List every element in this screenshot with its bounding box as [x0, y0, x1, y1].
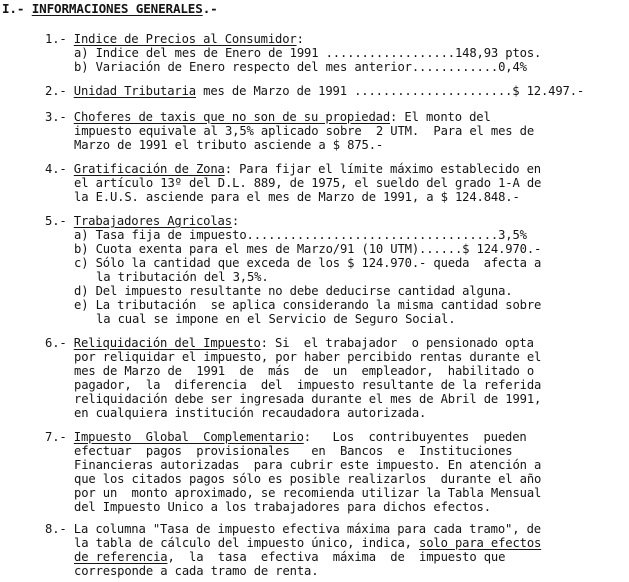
- item-7-line-2: efectuar pagos provisionales en Bancos e Instituciones: [74, 444, 513, 458]
- item-number: 1.-: [45, 32, 67, 46]
- item-number: 2.-: [45, 84, 67, 98]
- item-5-line-c2: la tributación del 3,5%.: [96, 270, 269, 284]
- item-1-line-a: a) Indice del mes de Enero de 1991 ..................148,93 ptos.: [74, 46, 542, 60]
- item-7-rest: : Los contribuyentes pueden: [303, 430, 527, 444]
- item-8-text-1: La columna "Tasa de impuesto efectiva máxima para cada tramo", de: [73, 522, 541, 536]
- item-8-emphasis-1: solo para efectos: [419, 536, 542, 550]
- item-5-line-b: b) Cuota exenta para el mes de Marzo/91 (10 UTM)......$ 124.970.-: [74, 242, 542, 256]
- item-8-text-3: , la tasa efectiva máxima de impuesto que: [167, 550, 506, 564]
- item-8-text-2: la tabla de cálculo del impuesto único, indica,: [74, 536, 419, 550]
- item-number: 8.-: [45, 522, 67, 536]
- item-4-title: Gratificación de Zona: [73, 162, 225, 176]
- section-title-suffix: .-: [202, 1, 218, 16]
- item-number: 5.-: [45, 214, 67, 228]
- item-4-line-2: el artículo 13º del D.L. 889, de 1975, el sueldo del grado 1-A de: [74, 176, 542, 190]
- item-8-line-4: corresponde a cada tramo de renta.: [74, 564, 319, 578]
- item-4-line-1: [45, 162, 541, 176]
- item-5-line-a: a) Tasa fija de impuesto...................................3,5%: [74, 228, 527, 242]
- item-6-line-4: pagador, la diferencia del impuesto resultante de la referida: [74, 378, 542, 392]
- item-7-line-1: [45, 430, 527, 444]
- item-3-title: Choferes de taxis que no son de su propiedad: [73, 110, 390, 124]
- item-7-title: Impuesto Global Complementario: [73, 430, 304, 444]
- item-6-line-3: mes de Marzo de 1991 de más de un empleador, habilitado o: [74, 364, 534, 378]
- item-3-line-1: [45, 110, 491, 124]
- item-7-line-6: del Impuesto Unico a los trabajadores para dichos efectos.: [74, 500, 491, 514]
- item-6-title: Reliquidación del Impuesto: [73, 336, 261, 350]
- item-8-emphasis-2: de referencia: [74, 550, 168, 564]
- item-2-rest: mes de Marzo de 1991 ......................$ 12.497.-: [195, 84, 585, 98]
- item-5-title: Trabajadores Agricolas: [73, 214, 232, 228]
- item-2-line: [45, 84, 584, 98]
- item-1-line-b: b) Variación de Enero respecto del mes anterior............0,4%: [74, 60, 527, 74]
- item-4-rest: : Para fijar el límite máximo establecido en: [224, 162, 541, 176]
- item-3-line-2: impuesto equivale al 3,5% aplicado sobre 2 UTM. Para el mes de: [74, 124, 534, 138]
- item-4-line-3: la E.U.S. asciende para el mes de Marzo de 1991, a $ 124.848.-: [74, 190, 520, 204]
- item-5-line-e2: la cual se impone en el Servicio de Seguro Social.: [96, 312, 456, 326]
- item-5-line-e1: e) La tributación se aplica considerando la misma cantidad sobre: [74, 298, 542, 312]
- item-1-title: Indice de Precios al Consumidor: [73, 32, 297, 46]
- item-8-line-1: [45, 522, 541, 536]
- item-5-line-d: d) Del impuesto resultante no debe deducirse cantidad alguna.: [74, 284, 513, 298]
- item-7-line-5: por un monto aproximado, se recomienda utilizar la Tabla Mensual: [74, 486, 542, 500]
- section-number: I.-: [2, 1, 25, 16]
- item-5-title-suffix: :: [231, 214, 240, 228]
- item-number: 7.-: [45, 430, 67, 444]
- item-number: 4.-: [45, 162, 67, 176]
- section-title: INFORMACIONES GENERALES: [31, 1, 203, 16]
- item-3-line-3: Marzo de 1991 el tributo asciende a $ 875.-: [74, 138, 384, 152]
- item-8-line-2: [74, 536, 541, 550]
- item-1-heading: [45, 32, 304, 46]
- item-6-rest: : Si el trabajador o pensionado opta: [260, 336, 534, 350]
- item-2-title: Unidad Tributaria: [73, 84, 196, 98]
- section-heading: [2, 2, 218, 16]
- item-8-line-3: [74, 550, 505, 564]
- item-1-title-suffix: :: [296, 32, 304, 46]
- item-7-line-4: que los citados pagos sólo es posible realizarlos durante el año: [74, 472, 542, 486]
- item-number: 3.-: [45, 110, 67, 124]
- item-5-line-c1: c) Sólo la cantidad que exceda de los $ 124.970.- queda afecta a: [74, 256, 542, 270]
- item-3-rest: : El monto del: [390, 110, 491, 124]
- item-7-line-3: Financieras autorizadas para cubrir este impuesto. En atención a: [74, 458, 542, 472]
- item-5-heading: [45, 214, 239, 228]
- item-6-line-2: por reliquidar el impuesto, por haber percibido rentas durante el: [74, 350, 542, 364]
- item-6-line-1: [45, 336, 534, 350]
- item-6-line-5: reliquidación debe ser ingresada durante el mes de Abril de 1991,: [74, 392, 542, 406]
- item-number: 6.-: [45, 336, 67, 350]
- item-6-line-6: en cualquiera institución recaudadora autorizada.: [74, 406, 427, 420]
